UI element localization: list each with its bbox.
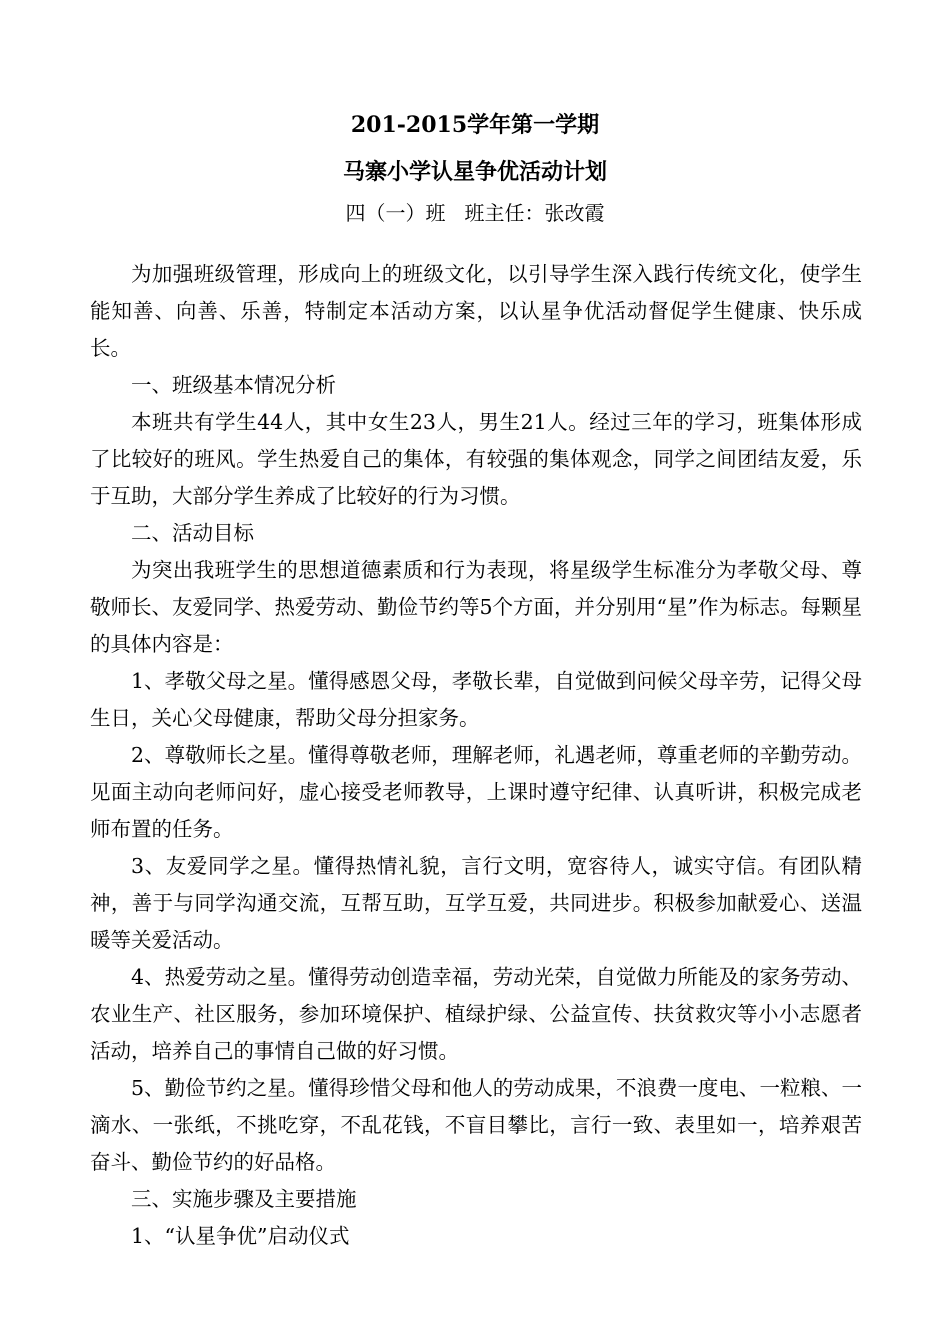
document-title-plan: 马寨小学认星争优活动计划 — [342, 159, 607, 185]
document-title-term: 201-2015学年第一学期 — [350, 112, 600, 138]
class-analysis-paragraph: 本班共有学生44人，其中女生23人，男生21人。经过三年的学习，班集体形成了比较好的班风。学生热爱自己的集体，有较强的集体观念，同学之间团结友爱，乐于互助，大部分学生养成了比较好的行为习惯。 — [90, 410, 862, 508]
goals-paragraph: 为突出我班学生的思想道德素质和行为表现，将星级学生标准分为孝敬父母、尊敬师长、友爱同学、热爱劳动、勤俭节约等5个方面，并分别用“星”作为标志。每颗星的具体内容是： — [90, 558, 863, 656]
star-item-respect-teachers: 2、尊敬师长之星。懂得尊敬老师，理解老师，礼遇老师，尊重老师的辛勤劳动。见面主动向老师问好，虚心接受老师教导，上课时遵守纪律、认真听讲，积极完成老师布置的任务。 — [90, 743, 862, 841]
star-item-friendly-classmates: 3、友爱同学之星。懂得热情礼貌，言行文明，宽容待人，诚实守信。有团队精神，善于与同学沟通交流，互帮互助，互学互爱，共同进步。积极参加献爱心、送温暖等关爱活动。 — [90, 854, 862, 952]
star-item-thrift: 5、勤俭节约之星。懂得珍惜父母和他人的劳动成果，不浪费一度电、一粒粮、一滴水、一张纸，不挑吃穿，不乱花钱，不盲目攀比，言行一致、表里如一，培养艰苦奋斗、勤俭节约的好品格。 — [90, 1076, 862, 1174]
document-subtitle-class-teacher: 四（一）班 班主任：张改霞 — [345, 201, 605, 225]
section-heading-class-analysis: 一、班级基本情况分析 — [131, 373, 336, 397]
document-body — [90, 256, 862, 1255]
section-heading-goals: 二、活动目标 — [131, 521, 254, 545]
star-item-love-labor: 4、热爱劳动之星。懂得劳动创造幸福，劳动光荣，自觉做力所能及的家务劳动、农业生产、社区服务，参加环境保护、植绿护绿、公益宣传、扶贫救灾等小小志愿者活动，培养自己的事情自己做的好习惯。 — [90, 965, 862, 1063]
star-item-filial-piety: 1、孝敬父母之星。懂得感恩父母，孝敬长辈，自觉做到问候父母辛劳，记得父母生日，关心父母健康，帮助父母分担家务。 — [90, 669, 862, 730]
step-item-launch-ceremony: 1、“认星争优”启动仪式 — [131, 1224, 350, 1248]
section-heading-steps: 三、实施步骤及主要措施 — [131, 1187, 357, 1211]
intro-paragraph: 为加强班级管理，形成向上的班级文化，以引导学生深入践行传统文化，使学生能知善、向善、乐善，特制定本活动方案，以认星争优活动督促学生健康、快乐成长。 — [90, 262, 862, 360]
